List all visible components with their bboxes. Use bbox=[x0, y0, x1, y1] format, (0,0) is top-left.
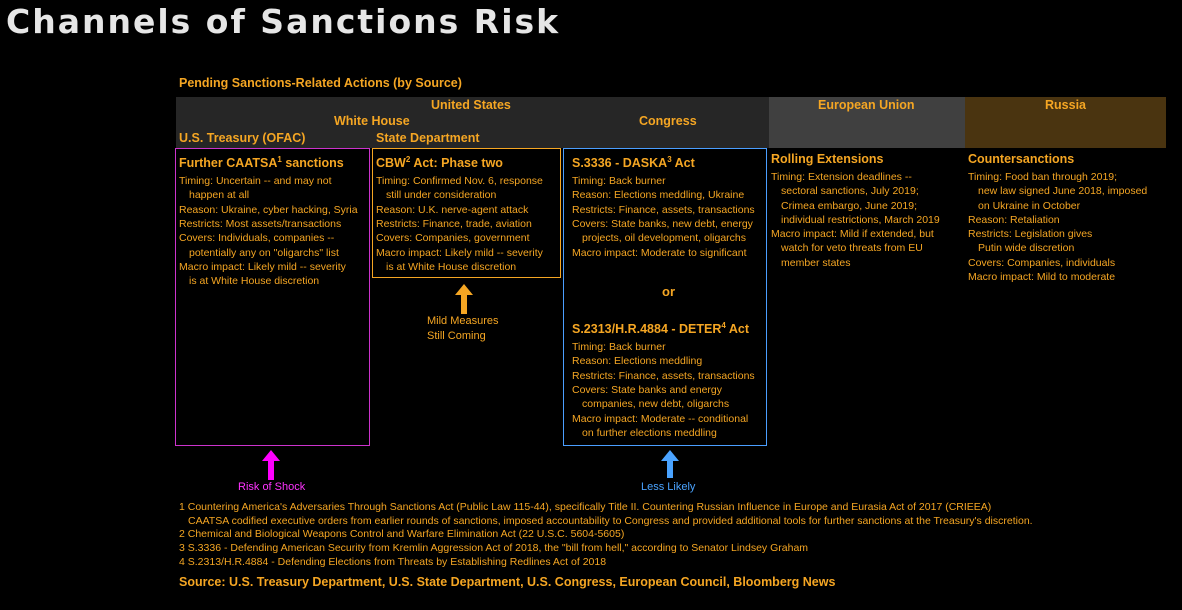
card-line: member states bbox=[781, 256, 851, 269]
header-european-union: European Union bbox=[818, 98, 915, 112]
card-line: Covers: Companies, government bbox=[376, 232, 530, 245]
footnote-3: 3 S.3336 - Defending American Security from Kremlin Aggression Act of 2018, the "bill from hell," according to Senator Lindsey Graham bbox=[179, 542, 809, 554]
card-line: companies, new debt, oligarchs bbox=[582, 398, 730, 411]
footnote-2: 2 Chemical and Biological Weapons Control and Warfare Elimination Act (22 U.S.C. 5604-5605) bbox=[179, 528, 625, 540]
card-line: Restricts: Finance, assets, transactions bbox=[572, 369, 755, 382]
card-line: Reason: U.K. nerve-agent attack bbox=[376, 203, 529, 216]
card-line: individual restrictions, March 2019 bbox=[781, 213, 940, 226]
header-congress: Congress bbox=[639, 114, 697, 128]
card-line: Reason: Ukraine, cyber hacking, Syria bbox=[179, 203, 358, 216]
card-line: Covers: Companies, individuals bbox=[968, 256, 1116, 269]
header-white-house: White House bbox=[334, 114, 410, 128]
card-line: on Ukraine in October bbox=[978, 199, 1081, 212]
card-line: Macro impact: Moderate -- conditional bbox=[572, 412, 749, 425]
card-line: Timing: Food ban through 2019; bbox=[968, 171, 1118, 183]
card-line: is at White House discretion bbox=[189, 275, 320, 288]
card-line: on further elections meddling bbox=[582, 426, 717, 439]
card-line: Covers: State banks and energy bbox=[572, 384, 723, 397]
footnote-1-cont: CAATSA codified executive orders from earlier rounds of sanctions, imposed accountability to Congress and provided additional tools for further sanctions at the Treasury's discretion. bbox=[188, 515, 1033, 527]
card-line: Covers: State banks, new debt, energy bbox=[572, 218, 753, 231]
card-line: Putin wide discretion bbox=[978, 242, 1075, 255]
card-line: Reason: Elections meddling bbox=[572, 355, 703, 368]
card-line: potentially any on "oligarchs" list bbox=[189, 246, 339, 259]
up-arrow-icon bbox=[262, 450, 280, 480]
card-line: is at White House discretion bbox=[386, 260, 517, 273]
up-arrow-icon bbox=[661, 450, 679, 478]
card-line: new law signed June 2018, imposed bbox=[978, 185, 1148, 198]
card-line: Crimea embargo, June 2019; bbox=[781, 199, 917, 212]
risk-of-shock-label: Risk of Shock bbox=[238, 481, 306, 493]
card-line: Macro impact: Likely mild -- severity bbox=[179, 260, 346, 273]
diagram-subtitle: Pending Sanctions-Related Actions (by Source) bbox=[179, 76, 462, 90]
card-line: Restricts: Most assets/transactions bbox=[179, 218, 342, 231]
card-deter bbox=[572, 318, 755, 440]
card-line: Reason: Elections meddling, Ukraine bbox=[572, 189, 745, 202]
card-line: Timing: Back burner bbox=[572, 341, 666, 354]
footnote-1: 1 Countering America's Adversaries Through Sanctions Act (Public Law 115-44), specifically Title II. Countering Russian Influence in Europe and Eurasia Act of 2017 (CRIEEA) bbox=[179, 501, 992, 513]
card-treasury bbox=[179, 152, 358, 289]
source-line: Source: U.S. Treasury Department, U.S. State Department, U.S. Congress, European Council, Bloomberg News bbox=[179, 575, 836, 589]
card-eu-title: Rolling Extensions bbox=[771, 152, 884, 166]
card-line: projects, oil development, oligarchs bbox=[582, 232, 747, 245]
card-daska bbox=[572, 152, 755, 260]
card-line: Macro impact: Mild to moderate bbox=[968, 271, 1116, 284]
card-line: Timing: Extension deadlines -- bbox=[771, 171, 912, 183]
card-line: still under consideration bbox=[386, 189, 497, 202]
card-line: Macro impact: Mild if extended, but bbox=[771, 228, 934, 241]
card-line: Covers: Individuals, companies -- bbox=[179, 232, 335, 245]
card-line: Timing: Back burner bbox=[572, 175, 666, 188]
header-united-states: United States bbox=[431, 98, 511, 112]
card-line: Macro impact: Moderate to significant bbox=[572, 246, 747, 259]
card-treasury-title: Further CAATSA$^1$ sanctions bbox=[179, 155, 344, 171]
page-title: Channels of Sanctions Risk bbox=[6, 2, 561, 41]
card-state-title: CBW$^2$ Act: Phase two bbox=[376, 155, 503, 171]
card-line: happen at all bbox=[189, 189, 250, 202]
up-arrow-icon bbox=[455, 284, 473, 314]
card-line: sectoral sanctions, July 2019; bbox=[781, 185, 919, 198]
card-line: Timing: Uncertain -- and may not bbox=[179, 175, 332, 188]
mild-measures-label: Mild Measures Still Coming bbox=[427, 315, 499, 342]
less-likely-label: Less Likely bbox=[641, 481, 696, 493]
footnote-4: 4 S.2313/H.R.4884 - Defending Elections from Threats by Establishing Redlines Act of 2018 bbox=[179, 556, 607, 568]
card-daska-title: S.3336 - DASKA$^3$ Act bbox=[572, 155, 695, 171]
card-line: Restricts: Finance, trade, aviation bbox=[376, 218, 532, 231]
card-line: Reason: Retaliation bbox=[968, 213, 1060, 226]
card-line: Restricts: Finance, assets, transactions bbox=[572, 203, 755, 216]
card-russia bbox=[968, 152, 1147, 284]
or-label: or bbox=[662, 284, 675, 299]
card-line: Restricts: Legislation gives bbox=[968, 228, 1093, 241]
header-state-department: State Department bbox=[376, 131, 480, 145]
card-russia-title: Countersanctions bbox=[968, 152, 1075, 166]
card-line: watch for veto threats from EU bbox=[781, 242, 923, 255]
card-deter-title: S.2313/H.R.4884 - DETER$^4$ Act bbox=[572, 321, 749, 337]
card-state bbox=[376, 152, 543, 274]
card-line: Macro impact: Likely mild -- severity bbox=[376, 246, 543, 259]
header-russia: Russia bbox=[1045, 98, 1086, 112]
header-us-treasury: U.S. Treasury (OFAC) bbox=[179, 131, 306, 145]
card-eu bbox=[771, 152, 940, 270]
card-line: Timing: Confirmed Nov. 6, response bbox=[376, 175, 543, 188]
